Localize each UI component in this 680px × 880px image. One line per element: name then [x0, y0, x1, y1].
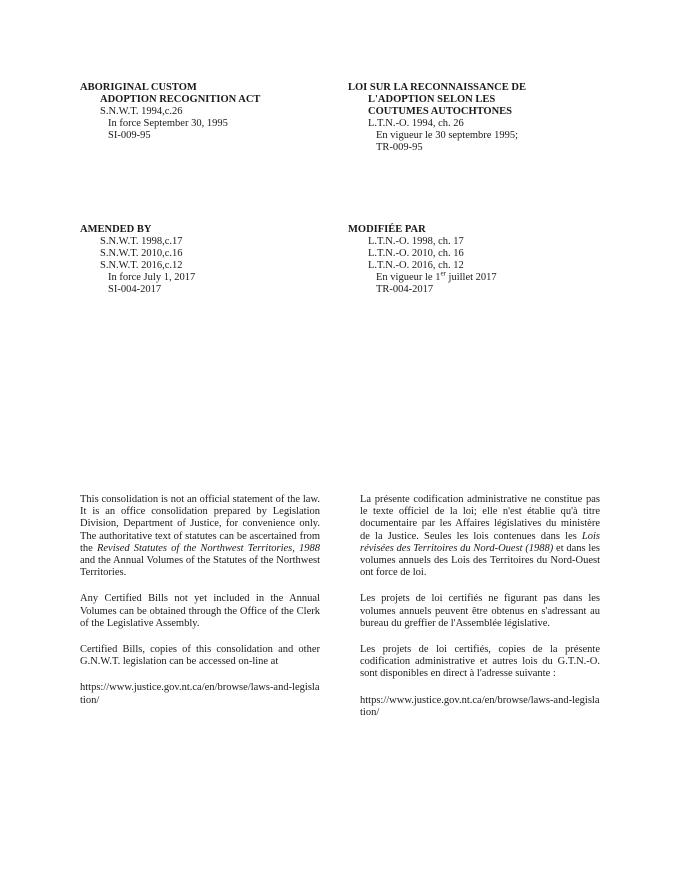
french-online-access: Les projets de loi certifiés, copies de la présente codification administrative et autres lois du G.T.N.-O. sont disponibles en direct à l'adresse suivante : — [360, 644, 600, 680]
french-si: TR-009-95 — [376, 142, 423, 153]
english-amended-heading: AMENDED BY — [80, 224, 152, 235]
english-amend-si: SI-004-2017 — [108, 284, 162, 295]
french-amend-in-force: En vigueur le 1er juillet 2017 — [376, 269, 497, 283]
french-certified-bills: Les projets de loi certifiés ne figurant pas dans les volumes annuels peuvent être obtenus en s'adressant au bureau du greffier de l'Assemblée législative. — [360, 593, 600, 629]
french-citation: L.T.N.-O. 1994, ch. 26 — [368, 118, 464, 129]
english-amendment: S.N.W.T. 2016,c.12 — [100, 260, 183, 271]
english-title-block — [80, 82, 320, 142]
french-amendment: L.T.N.-O. 2010, ch. 16 — [368, 248, 464, 259]
french-amendment: L.T.N.-O. 2016, ch. 12 — [368, 260, 464, 271]
english-si: SI-009-95 — [108, 130, 151, 141]
english-amend-in-force: In force July 1, 2017 — [108, 272, 196, 283]
french-amended-heading: MODIFIÉE PAR — [348, 224, 426, 235]
french-amended-block — [348, 224, 600, 296]
french-disclaimer: La présente codification administrative ne constitue pas le texte officiel de la loi; elle n'est établie qu'à titre documentaire par les Affaires législatives du ministère de la Justice. Seules les lois contenues dans les Lois révisées des Territoires du Nord-Ouest (1988) et dans les volumes annuels des Lois des Territoires du Nord-Ouest ont force de loi. — [360, 494, 600, 579]
french-amendment: L.T.N.-O. 1998, ch. 17 — [368, 236, 464, 247]
english-citation: S.N.W.T. 1994,c.26 — [100, 106, 183, 117]
french-notice — [360, 494, 600, 733]
french-in-force: En vigueur le 30 septembre 1995; — [376, 130, 519, 141]
french-url-link[interactable]: https://www.justice.gov.nt.ca/en/browse/laws-and-legislation/ — [360, 694, 600, 718]
english-act-title: ABORIGINAL CUSTOM ADOPTION RECOGNITION ACT — [80, 82, 261, 105]
english-online-access: Certified Bills, copies of this consolidation and other G.N.W.T. legislation can be accessed on-line at — [80, 644, 320, 668]
english-url-link[interactable]: https://www.justice.gov.nt.ca/en/browse/laws-and-legislation/ — [80, 682, 320, 706]
french-amend-si: TR-004-2017 — [376, 284, 434, 295]
english-in-force: In force September 30, 1995 — [108, 118, 228, 129]
english-amendment: S.N.W.T. 1998,c.17 — [100, 236, 183, 247]
french-act-title: LOI SUR LA RECONNAISSANCE DE L'ADOPTION SELON LES COUTUMES AUTOCHTONES — [348, 82, 526, 117]
french-title-block — [348, 82, 600, 154]
english-amended-block — [80, 224, 320, 296]
english-amendment: S.N.W.T. 2010,c.16 — [100, 248, 183, 259]
english-notice — [80, 494, 320, 721]
english-certified-bills: Any Certified Bills not yet included in the Annual Volumes can be obtained through the Office of the Clerk of the Legislative Assembly. — [80, 593, 320, 629]
english-disclaimer: This consolidation is not an official statement of the law. It is an office consolidation prepared by Legislation Division, Department of Justice, for convenience only. The authoritative text of statutes can be ascertained from the Revised Statutes of the Northwest Territories, 1988 and the Annual Volumes of the Statutes of the Northwest Territories. — [80, 494, 321, 579]
